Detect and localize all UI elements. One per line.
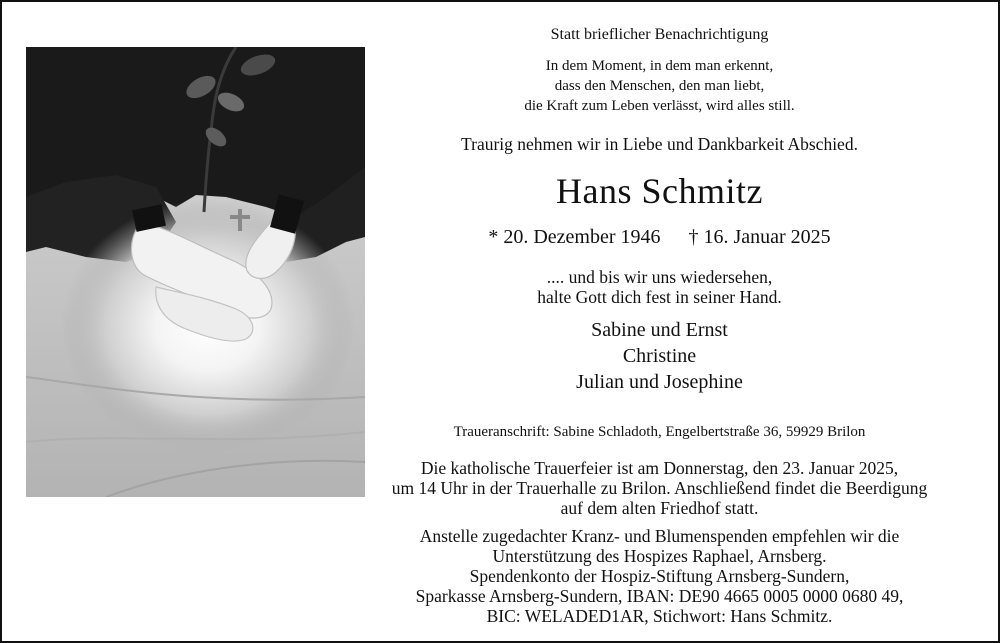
poem-line: In dem Moment, in dem man erkennt, bbox=[545, 58, 774, 74]
donation-line: Sparkasse Arnsberg-Sundern, IBAN: DE90 4665 0005 0000 0680 49, bbox=[415, 586, 904, 606]
family-line: Christine bbox=[622, 345, 697, 367]
death-date: † 16. Januar 2025 bbox=[688, 226, 831, 248]
service-line: Die katholische Trauerfeier ist am Donnerstag, den 23. Januar 2025, bbox=[420, 458, 899, 478]
quote-line: .... und bis wir uns wiedersehen, bbox=[546, 267, 773, 287]
notice-header: Statt brieflicher Benachrichtigung bbox=[550, 26, 769, 43]
donation-line: Anstelle zugedachter Kranz- und Blumenspenden empfehlen wir die bbox=[419, 526, 900, 546]
service-line: auf dem alten Friedhof statt. bbox=[560, 498, 759, 518]
farewell-line: Traurig nehmen wir in Liebe und Dankbarkeit Abschied. bbox=[461, 134, 858, 154]
donation-line: Unterstützung des Hospizes Raphael, Arnsberg. bbox=[492, 546, 827, 566]
quote-line: halte Gott dich fest in seiner Hand. bbox=[537, 287, 782, 307]
donation-line: Spendenkonto der Hospiz-Stiftung Arnsberg-Sundern, bbox=[469, 566, 850, 586]
memorial-photo bbox=[26, 47, 365, 497]
birth-date: * 20. Dezember 1946 bbox=[488, 226, 661, 248]
mourning-address: Traueranschrift: Sabine Schladoth, Engelbertstraße 36, 59929 Brilon bbox=[453, 424, 866, 440]
life-dates bbox=[382, 226, 937, 249]
family-line: Julian und Josephine bbox=[576, 371, 743, 393]
folded-hands-icon bbox=[26, 47, 365, 497]
poem-line: dass den Menschen, den man liebt, bbox=[554, 78, 765, 94]
donation-line: BIC: WELADED1AR, Stichwort: Hans Schmitz. bbox=[486, 606, 833, 626]
poem-line: die Kraft zum Leben verlässt, wird alles still. bbox=[524, 98, 795, 114]
service-line: um 14 Uhr in der Trauerhalle zu Brilon. Anschließend findet die Beerdigung bbox=[391, 478, 928, 498]
family-line: Sabine und Ernst bbox=[591, 319, 728, 341]
deceased-name: Hans Schmitz bbox=[556, 171, 763, 211]
